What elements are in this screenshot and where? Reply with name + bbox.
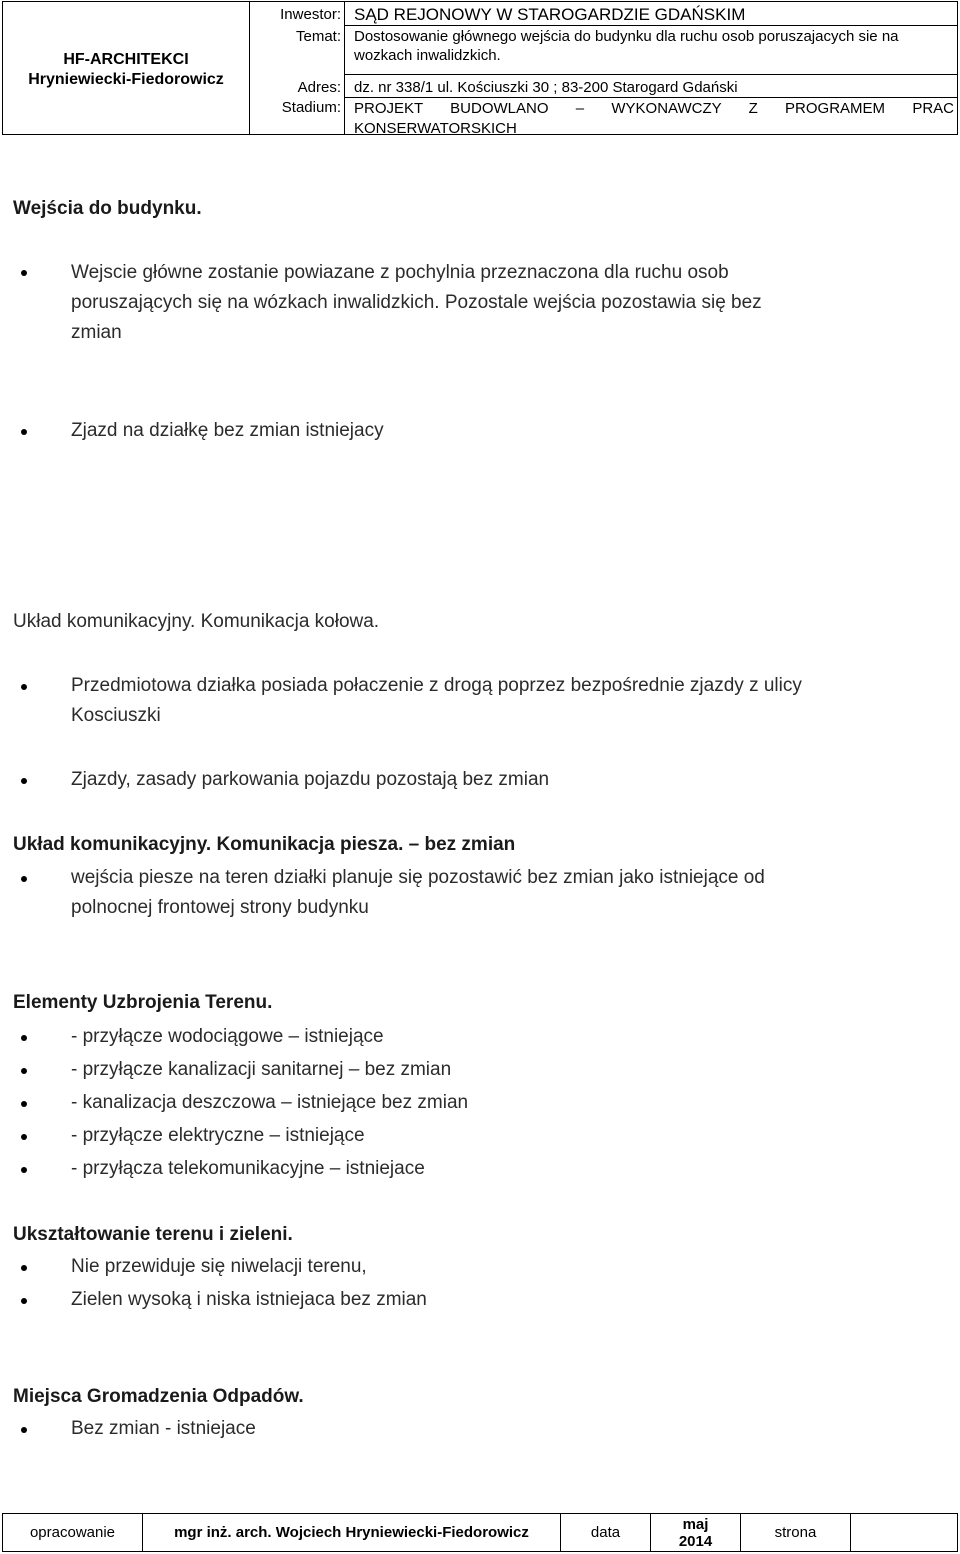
- bullet-icon: [21, 1265, 27, 1271]
- section-heading-wheeled-traffic: Układ komunikacyjny. Komunikacja kołowa.: [13, 611, 380, 632]
- page-number: [851, 1514, 957, 1551]
- list-item: - kanalizacja deszczowa – istniejące bez zmian: [71, 1092, 469, 1113]
- bullet-icon: [21, 876, 27, 882]
- list-item-line: wejścia piesze na teren działki planuje się pozostawić bez zmian jako istniejące od: [71, 867, 765, 888]
- topic-value: Dostosowanie głównego wejścia do budynku dla ruchu osob poruszajacych sie na wozkach inwalidzkich.: [354, 28, 899, 64]
- list-item-line: poruszających się na wózkach inwalidzkich. Pozostale wejścia pozostawia się bez: [71, 292, 762, 313]
- date-month: maj: [682, 1515, 709, 1533]
- company-name: HF-ARCHITEKCI: [63, 51, 189, 68]
- list-item-line: polnocnej frontowej strony budynku: [71, 897, 369, 918]
- list-item: Zjazd na działkę bez zmian istniejacy: [71, 420, 384, 441]
- list-item: [71, 671, 802, 731]
- company-owner: Hryniewiecki-Fiedorowicz: [28, 71, 224, 88]
- list-item: - przyłącza telekomunikacyjne – istniejace: [71, 1158, 425, 1179]
- section-heading-utilities: Elementy Uzbrojenia Terenu.: [13, 992, 273, 1013]
- section-heading-waste: Miejsca Gromadzenia Odpadów.: [13, 1386, 304, 1407]
- stage-line-1: PROJEKT BUDOWLANO – WYKONAWCZY Z PROGRAMEM PRAC: [354, 100, 954, 117]
- section-heading-entrances: Wejścia do budynku.: [13, 198, 202, 219]
- list-item: [71, 863, 765, 923]
- bullet-icon: [21, 1167, 27, 1173]
- investor-value: SĄD REJONOWY W STAROGARDZIE GDAŃSKIM: [354, 5, 746, 24]
- list-item-line: Kosciuszki: [71, 705, 161, 726]
- stage-label: Stadium:: [281, 99, 341, 116]
- stage-value: [354, 99, 954, 139]
- bullet-icon: [21, 1134, 27, 1140]
- list-item-line: zmian: [71, 322, 122, 343]
- date-label: data: [561, 1514, 651, 1551]
- page-footer: [2, 1513, 958, 1552]
- bullet-icon: [21, 429, 27, 435]
- author-name: mgr inż. arch. Wojciech Hryniewiecki-Fiedorowicz: [143, 1514, 561, 1551]
- bullet-icon: [21, 1101, 27, 1107]
- list-item: Bez zmian - istniejace: [71, 1418, 256, 1439]
- prepared-label: opracowanie: [3, 1514, 143, 1551]
- list-item: Zjazdy, zasady parkowania pojazdu pozostają bez zmian: [71, 769, 550, 790]
- list-item: [71, 258, 762, 348]
- bullet-icon: [21, 1068, 27, 1074]
- list-item: - przyłącze kanalizacji sanitarnej – bez zmian: [71, 1059, 452, 1080]
- list-item: Nie przewiduje się niwelacji terenu,: [71, 1256, 367, 1277]
- section-heading-terrain: Ukształtowanie terenu i zieleni.: [13, 1224, 293, 1245]
- date-year: 2014: [678, 1532, 713, 1550]
- list-item: Zielen wysoką i niska istniejaca bez zmian: [71, 1289, 427, 1310]
- address-value: dz. nr 338/1 ul. Kościuszki 30 ; 83-200 Starogard Gdański: [354, 79, 738, 96]
- header-row-line: [344, 25, 957, 26]
- address-label: Adres:: [297, 79, 341, 96]
- date-value: [651, 1514, 741, 1551]
- investor-label: Inwestor:: [280, 6, 341, 23]
- list-item: - przyłącze wodociągowe – istniejące: [71, 1026, 384, 1047]
- bullet-icon: [21, 684, 27, 690]
- bullet-icon: [21, 270, 27, 276]
- list-item: - przyłącze elektryczne – istniejące: [71, 1125, 365, 1146]
- page-label: strona: [741, 1514, 851, 1551]
- title-block: [2, 1, 958, 135]
- stage-line-2: KONSERWATORSKICH: [354, 120, 517, 137]
- list-item-line: Wejscie główne zostanie powiazane z pochylnia przeznaczona dla ruchu osob: [71, 262, 729, 283]
- bullet-icon: [21, 778, 27, 784]
- section-heading-pedestrian-traffic: Układ komunikacyjny. Komunikacja piesza. – bez zmian: [13, 834, 516, 855]
- bullet-icon: [21, 1298, 27, 1304]
- topic-label: Temat:: [295, 28, 341, 45]
- list-item-line: Przedmiotowa działka posiada połaczenie z drogą poprzez bezpośrednie zjazdy z ulicy: [71, 675, 802, 696]
- header-row-line: [344, 74, 957, 75]
- company-logo-cell: [3, 2, 250, 134]
- header-divider: [344, 2, 345, 134]
- bullet-icon: [21, 1035, 27, 1041]
- bullet-icon: [21, 1427, 27, 1433]
- header-row-line: [344, 97, 957, 98]
